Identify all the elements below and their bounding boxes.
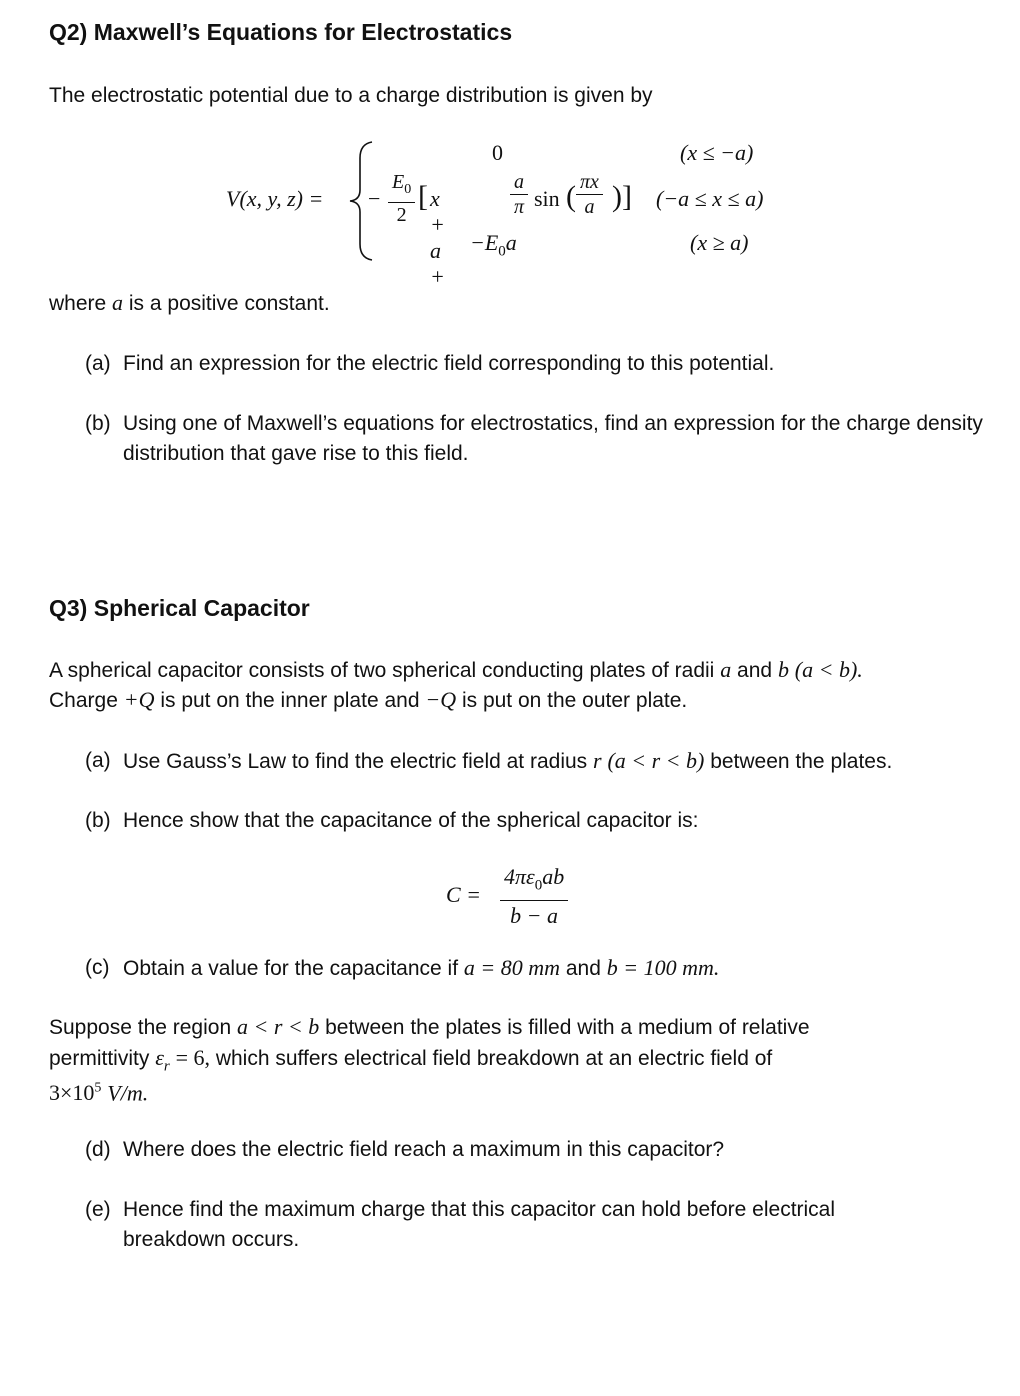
q3-part-e: (e) Hence find the maximum charge that this capacitor can hold before electrical breakdown occurs. (85, 1198, 836, 1251)
equation-lhs: V(x, y, z) = (226, 186, 324, 211)
q3-part-b: (b) Hence show that the capacitance of the spherical capacitor is: (85, 809, 699, 832)
q3-heading: Q3) Spherical Capacitor (49, 595, 310, 621)
q3-part-a: (a) Use Gauss’s Law to find the electric field at radius r (a < r < b) between the plates. (85, 748, 893, 773)
case1-expr: 0 (492, 140, 503, 165)
q3-suppose-line3: $3\times 10^5$ V/m. (49, 1080, 149, 1106)
q3-intro-line2: Charge +Q is put on the inner plate and −Q is put on the outer plate. (49, 687, 688, 712)
case3-expr: $-E_0a$ (470, 230, 517, 260)
q3-part-d: (d) Where does the electric field reach a maximum in this capacitor? (85, 1138, 725, 1161)
case2-condition: (−a ≤ x ≤ a) (656, 186, 764, 211)
capacitance-formula: C = $\frac{4\pi\varepsilon_0ab}{b - a}$ (446, 862, 646, 928)
q2-part-b: (b) Using one of Maxwell’s equations for electrostatics, find an expression for the charge density distribution that gave rise to this field. (85, 412, 983, 465)
case3-condition: (x ≥ a) (690, 230, 749, 255)
q3-suppose-line1: Suppose the region a < r < b between the plates is filled with a medium of relative (49, 1014, 810, 1039)
q2-part-a: (a) Find an expression for the electric field corresponding to this potential. (85, 352, 775, 375)
q3-part-c: (c) Obtain a value for the capacitance if a = 80 mm and b = 100 mm. (85, 955, 720, 980)
case1-condition: (x ≤ −a) (680, 140, 754, 165)
q2-intro: The electrostatic potential due to a charge distribution is given by (49, 84, 653, 107)
q3-suppose-line2: permittivity $\varepsilon_r = 6$, which suffers electrical field breakdown at an electric field of (49, 1045, 773, 1075)
q2-where: where a is a positive constant. (49, 290, 330, 315)
q3-intro-line1: A spherical capacitor consists of two spherical conducting plates of radii a and b (a < b). (49, 657, 863, 682)
potential-equation: V(x, y, z) = 0 (x ≤ −a) − $\frac{E_0}{2}$ [ x + a + $\frac{a}{\pi}$ sin ( $\frac{\pi x}{a}$ )] (−a ≤ x ≤ a) $-E_0a$ (x ≥ a) (226, 140, 764, 289)
q2-heading: Q2) Maxwell’s Equations for Electrostatics (49, 19, 513, 45)
